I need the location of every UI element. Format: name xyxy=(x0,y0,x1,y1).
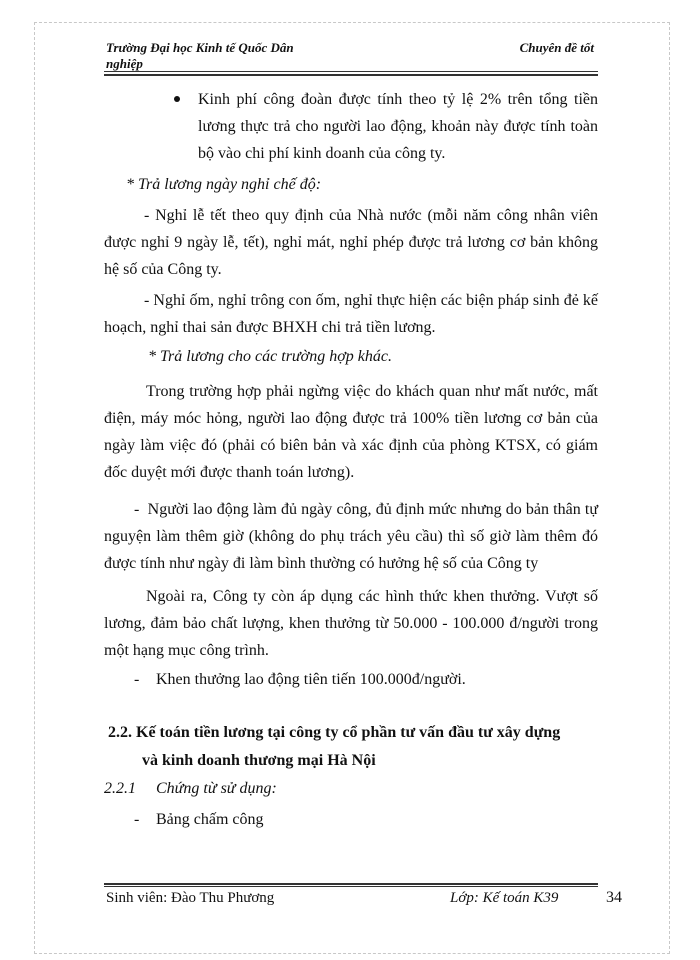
header-wrap-text: nghiệp xyxy=(106,56,143,71)
footer-rule xyxy=(104,883,598,885)
para-sick-leave: - Nghỉ ốm, nghỉ trông con ốm, nghỉ thực hiện các biện pháp sinh đẻ kế hoạch, nghỉ thai sản được BHXH chi trả tiền lương. xyxy=(104,292,598,336)
list-item-timesheet-text: Bảng chấm công xyxy=(156,811,264,828)
para-holidays: - Nghỉ lễ tết theo quy định của Nhà nước (mỗi năm công nhân viên được nghỉ 9 ngày lễ, tết), nghỉ mát, nghỉ phép được trả lương cơ bản không hệ số của Công ty. xyxy=(104,207,598,278)
para-work-stoppage: Trong trường hợp phải ngừng việc do khách quan như mất nước, mất điện, máy móc hỏng, người lao động được trả 100% tiền lương cơ bản của ngày làm việc đó (phải có biên bản và xác định của phòng KTSX, có giám đốc duyệt mới được thanh toán lương). xyxy=(104,383,598,481)
header-rule xyxy=(104,71,598,72)
subsection-heading xyxy=(104,775,598,802)
list-item-bonus xyxy=(104,666,598,693)
header-document-type: Chuyên đề tốt xyxy=(519,40,594,55)
dash-bonus: - xyxy=(134,671,140,688)
section-title-line2: và kinh doanh thương mại Hà Nội xyxy=(142,752,376,769)
dash-overtime: - xyxy=(134,501,140,518)
para-overtime xyxy=(104,496,598,577)
bullet-union-fee-text: Kinh phí công đoàn được tính theo tỷ lệ 2% trên tổng tiền lương thực trả cho người lao động, khoản này được tính toàn bộ vào chi phí kinh doanh của công ty. xyxy=(198,91,598,162)
para-bonus: Ngoài ra, Công ty còn áp dụng các hình thức khen thưởng. Vượt số lương, đảm bảo chất lượng, khen thưởng từ 50.000 - 100.000 đ/người trong một hạng mục công trình. xyxy=(104,588,598,659)
subsection-title: Chứng từ sử dụng: xyxy=(156,780,277,797)
header-university xyxy=(106,40,326,72)
bullet-icon xyxy=(174,96,180,102)
footer-student-text: Sinh viên: Đào Thu Phương xyxy=(106,890,275,906)
subsection-number: 2.2.1 xyxy=(104,780,136,797)
heading-leave-pay: * Trả lương ngày nghỉ chế độ: xyxy=(126,176,322,193)
page-number: 34 xyxy=(606,889,622,906)
header-university-text: Trường Đại học Kinh tế Quốc Dân xyxy=(106,40,294,55)
document-body xyxy=(104,86,598,833)
footer-rule-thin xyxy=(104,886,598,887)
footer-class: Lớp: Kế toán K39 xyxy=(450,890,559,906)
section-title-line1: 2.2. Kế toán tiền lương tại công ty cổ phần tư vấn đầu tư xây dựng xyxy=(108,724,561,741)
header-rule-thick xyxy=(104,74,598,76)
list-item-timesheet xyxy=(104,806,598,833)
dash-timesheet: - xyxy=(134,811,140,828)
list-item-bonus-text: Khen thưởng lao động tiên tiến 100.000đ/người. xyxy=(156,671,466,688)
section-heading xyxy=(104,719,598,775)
para-overtime-text: Người lao động làm đủ ngày công, đủ định mức nhưng do bản thân tự nguyện làm thêm giờ (không do phụ trách yêu cầu) thì số giờ làm thêm đó được tính như ngày đi làm bình thường có hưởng hệ số của Công ty xyxy=(104,501,598,572)
footer-student xyxy=(106,888,274,908)
bullet-union-fee xyxy=(198,86,598,167)
heading-other-cases: * Trả lương cho các trường hợp khác. xyxy=(148,348,392,365)
